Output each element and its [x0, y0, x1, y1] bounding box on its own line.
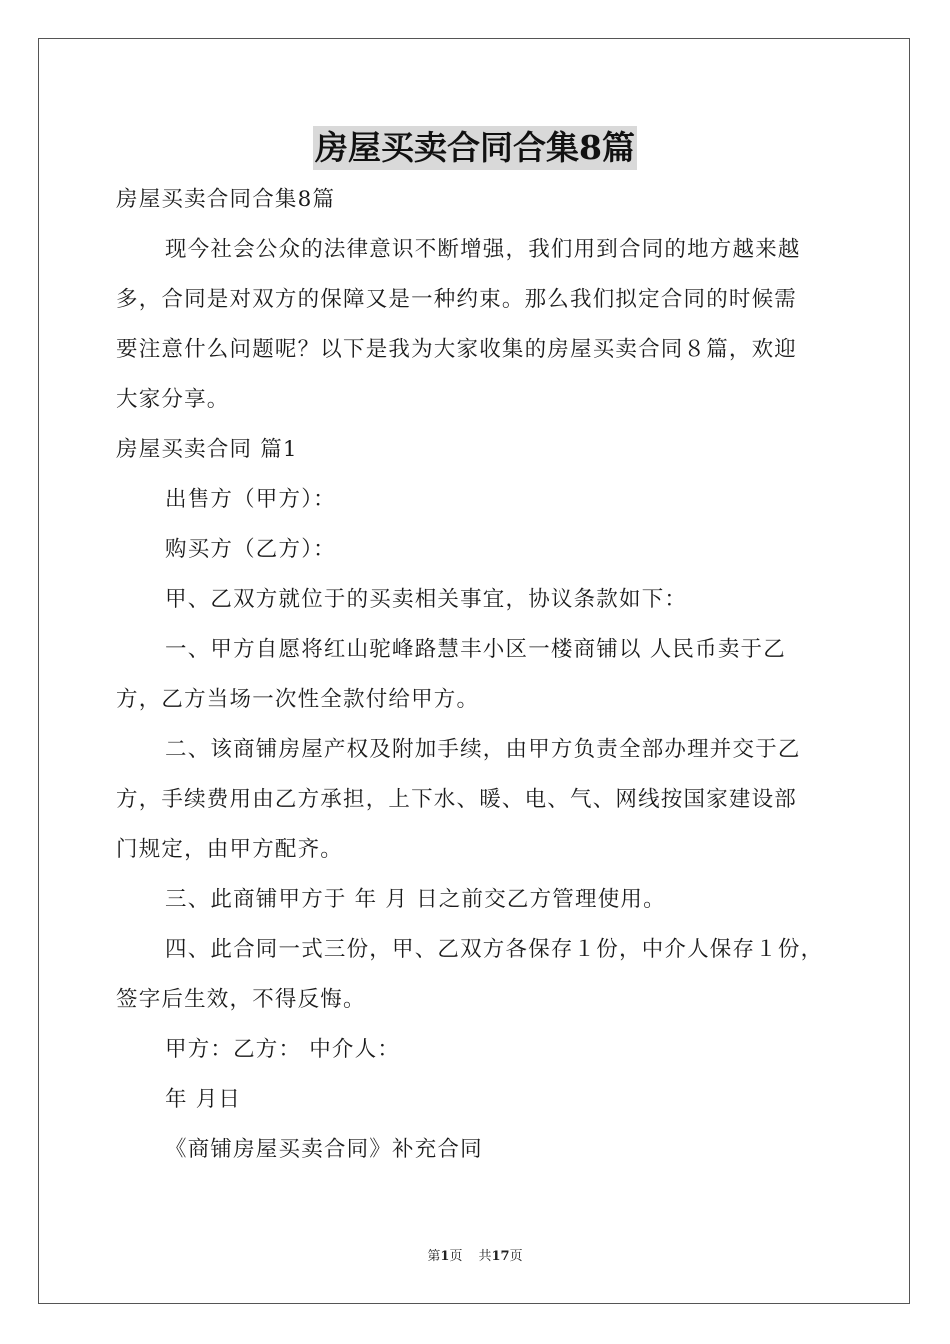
body-line: 门规定，由甲方配齐。 [116, 837, 344, 862]
body-line: 甲、乙双方就位于的买卖相关事宜，协议条款如下： [165, 587, 688, 612]
body-line: 大家分享。 [116, 387, 230, 412]
page-suffix: 页 [449, 1249, 463, 1264]
body-line: 现今社会公众的法律意识不断增强，我们用到合同的地方越来越 [165, 237, 801, 262]
body-line: 《商铺房屋买卖合同》补充合同 [165, 1137, 483, 1162]
body-line: 要注意什么问题呢？以下是我为大家收集的房屋买卖合同８篇，欢迎 [116, 337, 798, 362]
body-line: 方，手续费用由乙方承担，上下水、暖、电、气、网线按国家建设部 [116, 787, 798, 812]
body-line: 多，合同是对双方的保障又是一种约束。那么我们拟定合同的时候需 [116, 287, 798, 312]
current-page-number: 1 [440, 1249, 450, 1264]
section-heading: 房屋买卖合同 篇1 [116, 437, 298, 462]
title-container [0, 126, 950, 170]
total-prefix: 共 [478, 1249, 492, 1264]
body-line: 二、该商铺房屋产权及附加手续，由甲方负责全部办理并交于乙 [165, 737, 801, 762]
body-line: 方，乙方当场一次性全款付给甲方。 [116, 687, 480, 712]
body-line: 房屋买卖合同合集8篇 [116, 187, 336, 212]
date-line: 年 月日 [165, 1087, 242, 1112]
document-title: 房屋买卖合同合集8篇 [313, 126, 637, 170]
signature-line: 甲方：乙方： 中介人： [165, 1037, 401, 1062]
body-line: 三、此商铺甲方于 年 月 日之前交乙方管理使用。 [165, 887, 666, 912]
body-line: 购买方（乙方）： [165, 537, 336, 562]
total-suffix: 页 [509, 1249, 523, 1264]
total-page-number: 17 [491, 1249, 510, 1264]
page-prefix: 第 [427, 1249, 441, 1264]
body-line: 出售方（甲方）： [165, 487, 336, 512]
document-body [116, 175, 851, 1175]
body-line: 签字后生效，不得反悔。 [116, 987, 366, 1012]
page-footer [0, 1247, 950, 1267]
body-line: 一、甲方自愿将红山驼峰路慧丰小区一楼商铺以 人民币卖于乙 [165, 637, 786, 662]
body-line: 四、此合同一式三份，甲、乙双方各保存１份，中介人保存１份， [165, 937, 824, 962]
